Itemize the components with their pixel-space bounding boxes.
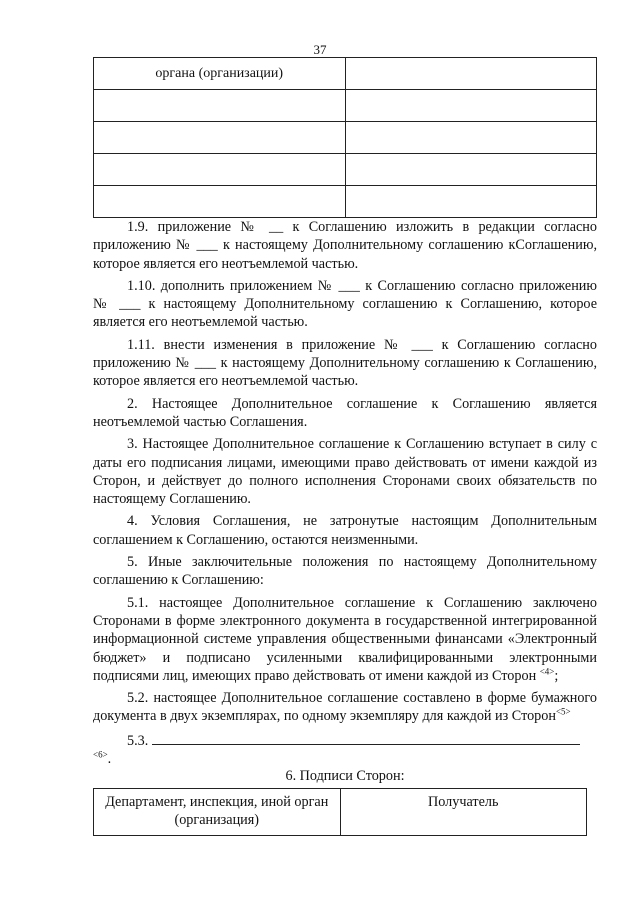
table-cell (94, 154, 346, 186)
clause-4: 4. Условия Соглашения, не затронутые настоящим Дополнительным соглашением к Соглашению, остаются неизменными. (93, 513, 597, 548)
table-cell (94, 90, 346, 122)
table-row (94, 122, 597, 154)
clause-5-1 (93, 594, 597, 685)
signatures-table (93, 788, 587, 836)
clause-5: 5. Иные заключительные положения по настоящему Дополнительному соглашению к Соглашению: (93, 554, 597, 589)
clause-5-3 (93, 730, 597, 769)
table-cell-organ: органа (организации) (94, 58, 346, 90)
clause-5-1-tail: ; (554, 667, 559, 684)
table-row (94, 186, 597, 218)
clause-5-2-text: 5.2. настоящее Дополнительное соглашение составлено в форме бумажного документа в двух экземплярах, по одному экземпляру для каждой из Сторон (93, 690, 597, 725)
footnote-5: <5> (555, 706, 571, 717)
table-row (94, 90, 597, 122)
top-table (93, 57, 597, 218)
table-cell (345, 122, 597, 154)
clause-2: 2. Настоящее Дополнительное соглашение к Соглашению является неотъемлемой частью Соглашения. (93, 395, 597, 430)
clause-1-11: 1.11. внести изменения в приложение № ___ к Соглашению согласно приложению № ___ к настоящему Дополнительному соглашению к Соглашению, которое является его неотъемлемой частью. (93, 336, 597, 390)
clause-5-1-text: 5.1. настоящее Дополнительное соглашение к Соглашению заключено Сторонами в форме электронного документа в государственной интегрированной информационной системе управления общественными финансами «Электронный бюджет» и подписано усиленными квалифицированными электронными подписями лиц, имеющих право действовать от имени каждой из Сторон (93, 594, 597, 684)
signature-cell-department: Департамент, инспекция, иной орган (организация) (94, 789, 341, 836)
signature-cell-recipient: Получатель (340, 789, 587, 836)
clause-5-3-label: 5.3. (127, 732, 152, 749)
clause-1-10: 1.10. дополнить приложением № ___ к Соглашению согласно приложению № ___ к настоящему Дополнительному соглашению к Соглашению, которое является его неотъемлемой частью. (93, 277, 597, 331)
clause-5-3-tail: . (107, 751, 112, 768)
clause-3: 3. Настоящее Дополнительное соглашение к Соглашению вступает в силу с даты его подписания лицами, имеющими право действовать от имени каждой из Сторон, и действует до полного исполнения Сторонами своих обязательств по настоящему Соглашению. (93, 436, 597, 508)
footnote-4: <4> (539, 666, 555, 677)
page-number: 37 (313, 42, 327, 57)
table-cell (345, 154, 597, 186)
table-cell (345, 90, 597, 122)
signatures-title: 6. Подписи Сторон: (285, 768, 405, 784)
table-cell (94, 186, 346, 218)
table-cell (94, 122, 346, 154)
document-body (93, 218, 597, 772)
table-cell (345, 186, 597, 218)
blank-line (152, 730, 580, 745)
clause-5-2 (93, 689, 597, 726)
table-row (94, 154, 597, 186)
clause-1-9: 1.9. приложение № __ к Соглашению изложить в редакции согласно приложению № ___ к настоящему Дополнительному соглашению кСоглашению, которое является его неотъемлемой частью. (93, 219, 597, 272)
table-row (94, 58, 597, 90)
table-row (94, 789, 587, 836)
footnote-6: <6> (93, 749, 108, 760)
table-cell (345, 58, 597, 90)
